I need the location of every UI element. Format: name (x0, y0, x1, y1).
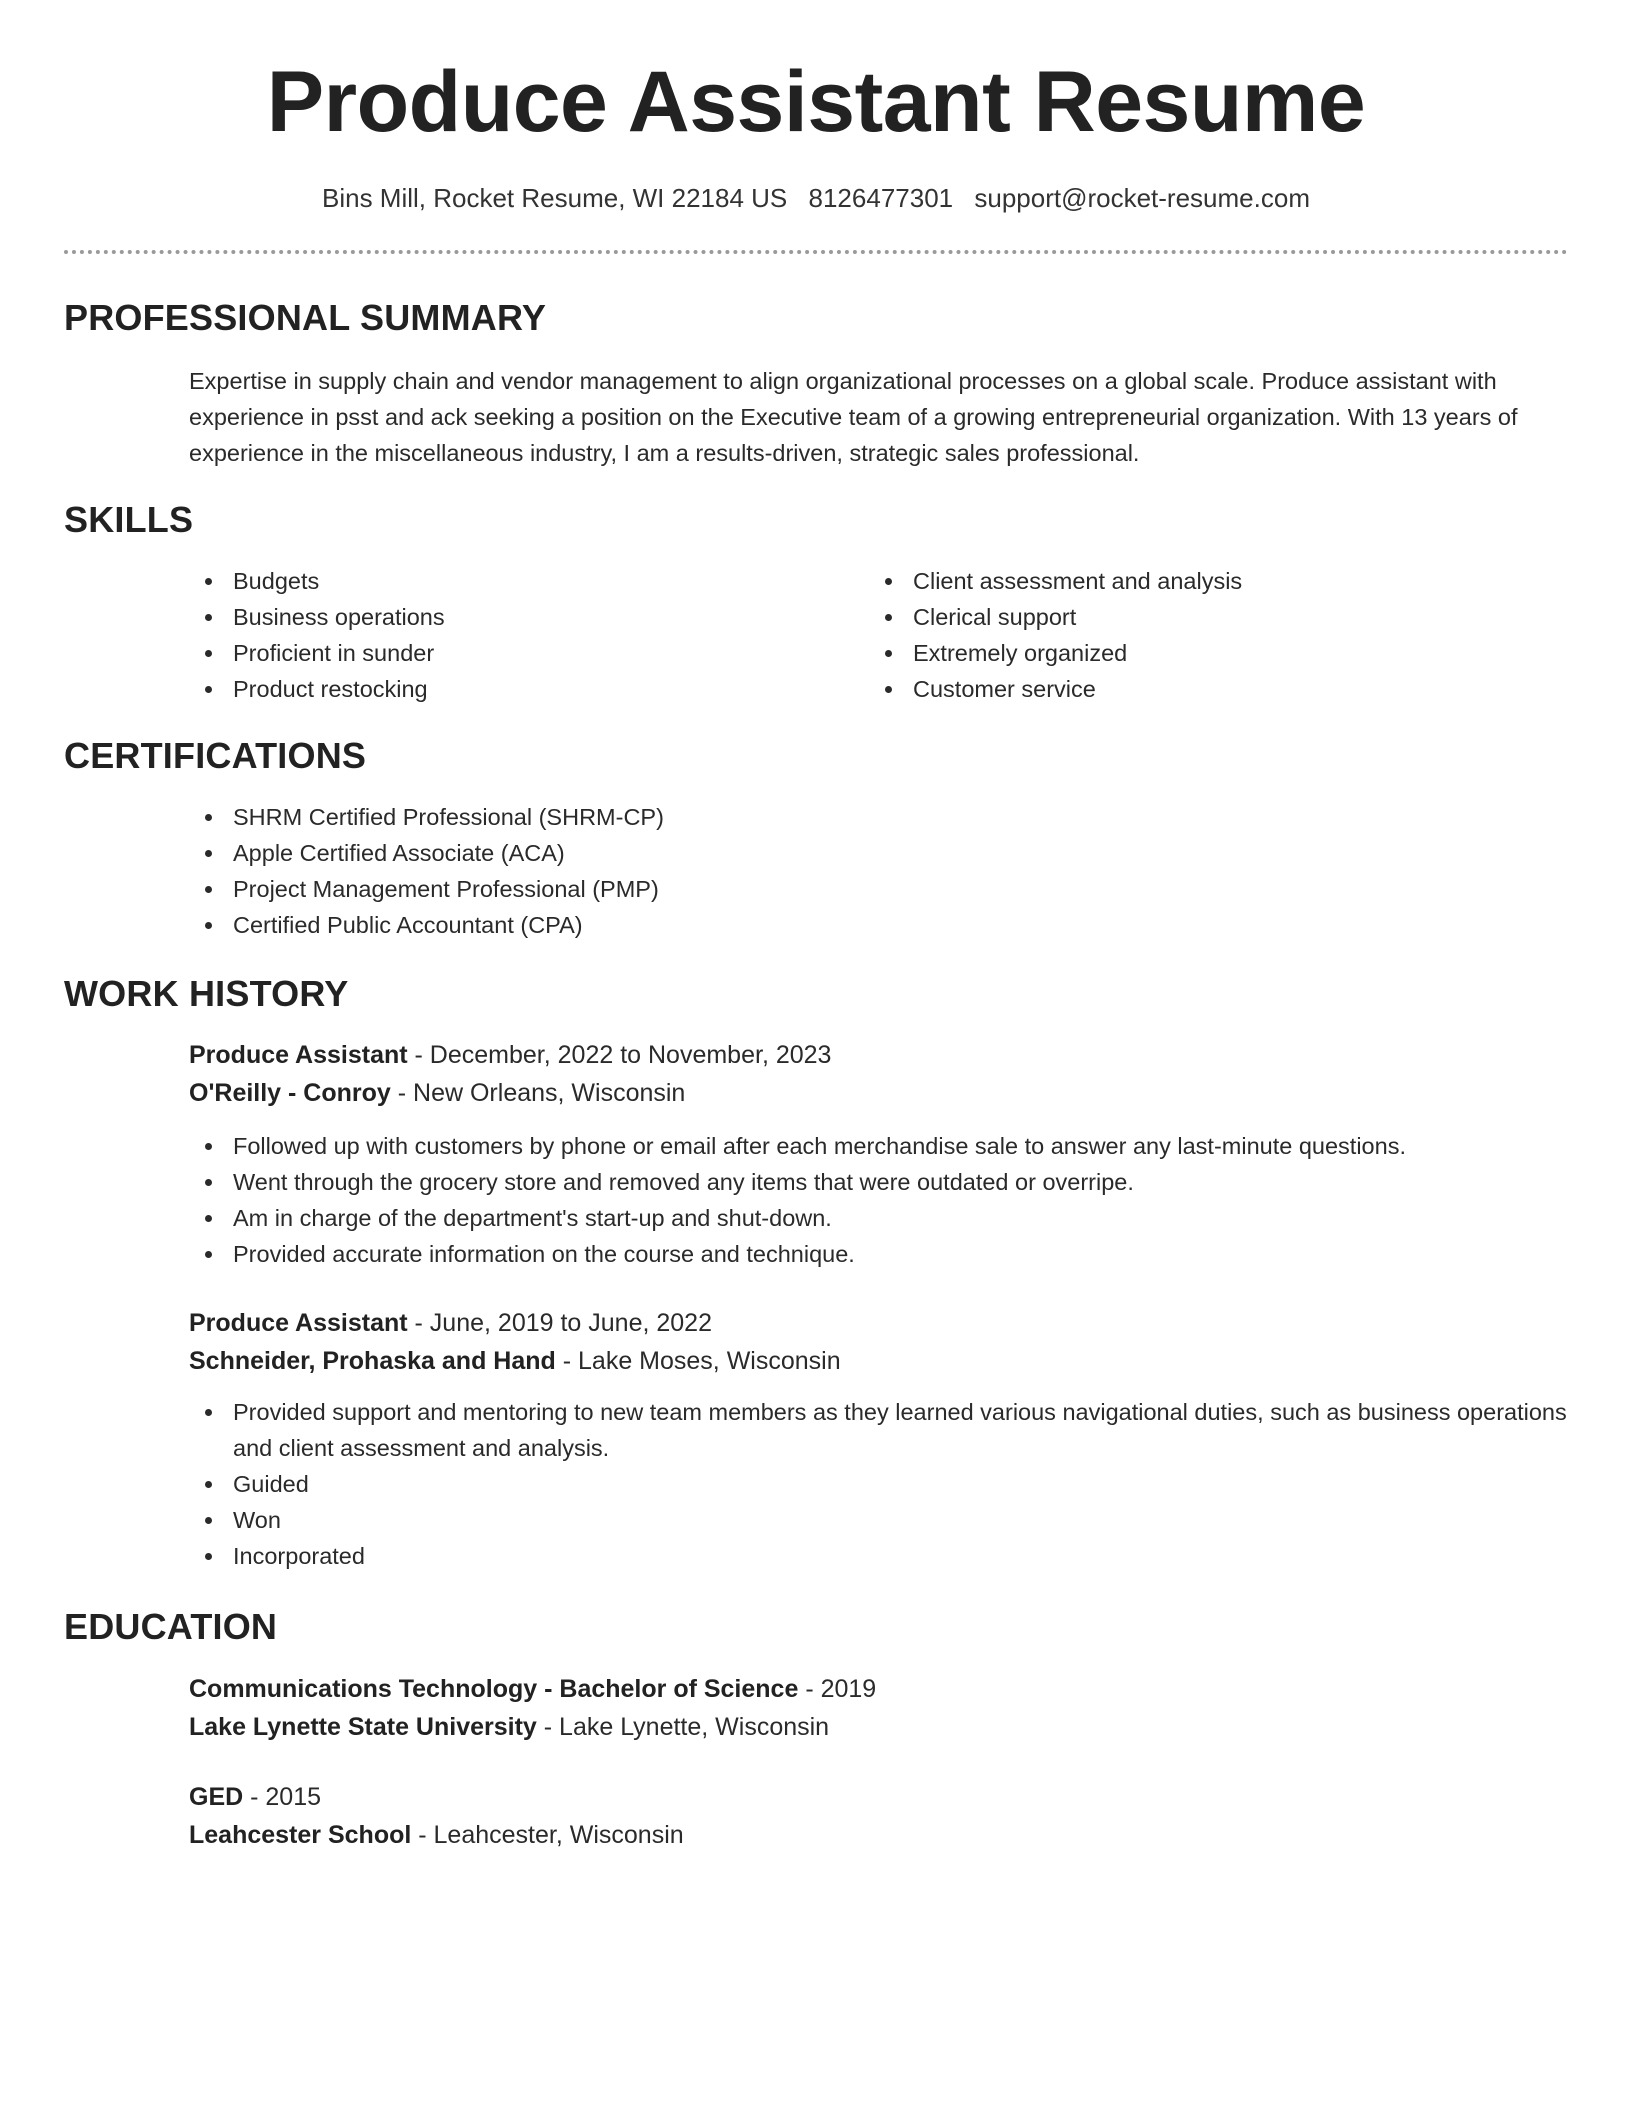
job-entry (189, 1036, 1568, 1272)
education-school-line (189, 1816, 1568, 1854)
certification-item: Certified Public Accountant (CPA) (189, 907, 1568, 943)
job-duty: Guided (189, 1466, 1568, 1502)
job-duty: Won (189, 1502, 1568, 1538)
skills-column-right (869, 563, 1549, 707)
certification-item: Project Management Professional (PMP) (189, 871, 1568, 907)
job-duties (189, 1394, 1568, 1574)
education-degree-line (189, 1670, 1568, 1708)
skill-item: Extremely organized (869, 635, 1549, 671)
contact-info (64, 180, 1568, 216)
job-company-line (189, 1342, 1568, 1380)
job-title-line (189, 1304, 1568, 1342)
job-title-line (189, 1036, 1568, 1074)
certification-item: Apple Certified Associate (ACA) (189, 835, 1568, 871)
certification-item: SHRM Certified Professional (SHRM-CP) (189, 799, 1568, 835)
education-entry (189, 1778, 1568, 1854)
education-school: Leahcester School (189, 1821, 412, 1849)
skill-item: Customer service (869, 671, 1549, 707)
job-dates: - December, 2022 to November, 2023 (407, 1041, 832, 1069)
job-duties (189, 1128, 1568, 1272)
resume-title: Produce Assistant Resume (266, 54, 1366, 150)
job-location: - New Orleans, Wisconsin (390, 1079, 686, 1107)
job-title: Produce Assistant (189, 1041, 408, 1069)
skills-grid (189, 563, 1568, 707)
job-title: Produce Assistant (189, 1309, 408, 1337)
education-location: - Leahcester, Wisconsin (411, 1821, 684, 1849)
skill-item: Business operations (189, 599, 869, 635)
skill-item: Product restocking (189, 671, 869, 707)
job-duty: Am in charge of the department's start-up and shut-down. (189, 1200, 1568, 1236)
skill-item: Client assessment and analysis (869, 563, 1549, 599)
job-duty: Provided accurate information on the course and technique. (189, 1236, 1568, 1272)
skills-heading: SKILLS (64, 499, 194, 540)
job-duty: Followed up with customers by phone or email after each merchandise sale to answer any last-minute questions. (189, 1128, 1568, 1164)
contact-email: support@rocket-resume.com (974, 183, 1310, 213)
job-company: O'Reilly - Conroy (189, 1079, 391, 1107)
job-entry (189, 1304, 1568, 1574)
skill-item: Proficient in sunder (189, 635, 869, 671)
summary-text: Expertise in supply chain and vendor management to align organizational processes on a global scale. Produce assistant with experience in psst and ack seeking a position on the Executive team of a growing entrepreneurial organization. With 13 years of experience in the miscellaneous industry, I am a results-driven, strategic sales professional. (189, 368, 1518, 466)
job-company: Schneider, Prohaska and Hand (189, 1347, 556, 1375)
summary-heading: PROFESSIONAL SUMMARY (64, 297, 547, 338)
header-divider (64, 250, 1568, 254)
education-location: - Lake Lynette, Wisconsin (536, 1713, 830, 1741)
contact-phone: 8126477301 (808, 183, 954, 213)
certifications-list (189, 799, 1568, 943)
work-history-heading: WORK HISTORY (64, 973, 349, 1014)
job-location: - Lake Moses, Wisconsin (555, 1347, 841, 1375)
education-school-line (189, 1708, 1568, 1746)
education-heading: EDUCATION (64, 1606, 278, 1647)
job-duty: Went through the grocery store and removed any items that were outdated or overripe. (189, 1164, 1568, 1200)
skills-column-left (189, 563, 869, 707)
education-entry (189, 1670, 1568, 1746)
education-school: Lake Lynette State University (189, 1713, 537, 1741)
skill-item: Clerical support (869, 599, 1549, 635)
job-duty: Incorporated (189, 1538, 1568, 1574)
job-dates: - June, 2019 to June, 2022 (407, 1309, 712, 1337)
contact-address: Bins Mill, Rocket Resume, WI 22184 US (322, 183, 788, 213)
education-degree: Communications Technology - Bachelor of Science (189, 1675, 799, 1703)
education-year: - 2019 (798, 1675, 877, 1703)
job-company-line (189, 1074, 1568, 1112)
education-degree-line (189, 1778, 1568, 1816)
education-degree: GED (189, 1783, 244, 1811)
job-duty: Provided support and mentoring to new team members as they learned various navigational duties, such as business operations and client assessment and analysis. (189, 1394, 1568, 1466)
skill-item: Budgets (189, 563, 869, 599)
certifications-heading: CERTIFICATIONS (64, 735, 367, 776)
education-year: - 2015 (243, 1783, 322, 1811)
